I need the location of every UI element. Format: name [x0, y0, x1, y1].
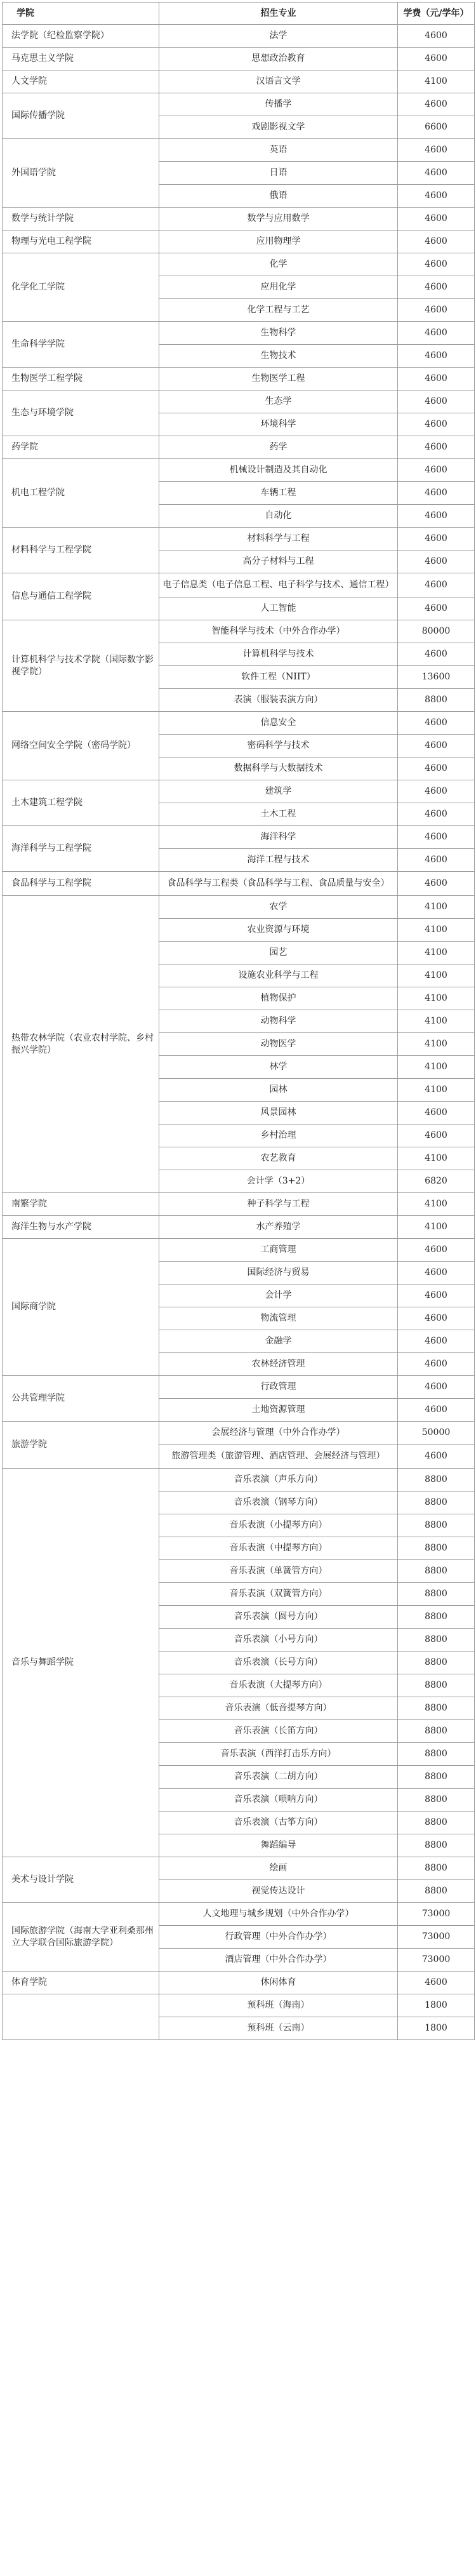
- table-row: [3, 139, 475, 162]
- major-cell: 国际经济与贸易: [159, 1262, 398, 1285]
- fee-cell: 8800: [398, 1812, 475, 1834]
- major-cell: 戏剧影视文学: [159, 116, 398, 139]
- college-cell: 热带农林学院（农业农村学院、乡村振兴学院）: [3, 896, 159, 1193]
- table-row: [3, 390, 475, 413]
- college-cell: 国际商学院: [3, 1239, 159, 1376]
- table-row: [3, 1972, 475, 1994]
- major-cell: 音乐表演（声乐方向）: [159, 1469, 398, 1492]
- college-cell: 生命科学学院: [3, 322, 159, 368]
- table-row: [3, 1376, 475, 1399]
- major-cell: 数据科学与大数据技术: [159, 757, 398, 780]
- fee-cell: 4600: [398, 322, 475, 345]
- fee-cell: 8800: [398, 1652, 475, 1674]
- major-cell: 金融学: [159, 1330, 398, 1353]
- fee-cell: 4600: [398, 780, 475, 803]
- major-cell: 行政管理: [159, 1376, 398, 1399]
- major-cell: 农艺教育: [159, 1147, 398, 1170]
- college-cell: 土木建筑工程学院: [3, 780, 159, 826]
- major-cell: 海洋工程与技术: [159, 849, 398, 872]
- major-cell: 密码科学与技术: [159, 735, 398, 757]
- major-cell: 音乐表演（钢琴方向）: [159, 1492, 398, 1514]
- fee-cell: 4600: [398, 253, 475, 276]
- major-cell: 生物医学工程: [159, 368, 398, 390]
- major-cell: 工商管理: [159, 1239, 398, 1262]
- college-cell: 材料科学与工程学院: [3, 528, 159, 573]
- header-college: 学院: [3, 3, 159, 25]
- major-cell: 音乐表演（双簧管方向）: [159, 1583, 398, 1606]
- fee-cell: 4600: [398, 1102, 475, 1124]
- fee-cell: 4600: [398, 93, 475, 116]
- major-cell: 绘画: [159, 1857, 398, 1880]
- major-cell: 生态学: [159, 390, 398, 413]
- major-cell: 汉语言文学: [159, 70, 398, 93]
- major-cell: 音乐表演（中提琴方向）: [159, 1537, 398, 1560]
- table-body: [3, 25, 475, 2040]
- fee-cell: 4600: [398, 1353, 475, 1376]
- fee-cell: 4600: [398, 390, 475, 413]
- major-cell: 食品科学与工程类（食品科学与工程、食品质量与安全）: [159, 872, 398, 896]
- table-row: [3, 1193, 475, 1216]
- major-cell: 计算机科学与技术: [159, 643, 398, 666]
- fee-cell: 13600: [398, 666, 475, 689]
- major-cell: 应用物理学: [159, 230, 398, 253]
- header-fee: 学费（元/学年）: [398, 3, 475, 25]
- fee-cell: 8800: [398, 1560, 475, 1583]
- college-cell: 网络空间安全学院（密码学院）: [3, 712, 159, 780]
- table-row: [3, 528, 475, 551]
- major-cell: 车辆工程: [159, 482, 398, 505]
- fee-cell: 4600: [398, 276, 475, 299]
- major-cell: 化学工程与工艺: [159, 299, 398, 322]
- fee-cell: 8800: [398, 1789, 475, 1812]
- fee-cell: 4600: [398, 208, 475, 230]
- college-cell: 国际旅游学院（海南大学亚利桑那州立大学联合国际旅游学院）: [3, 1903, 159, 1972]
- major-cell: 设施农业科学与工程: [159, 964, 398, 987]
- major-cell: 电子信息类（电子信息工程、电子科学与技术、通信工程）: [159, 573, 398, 597]
- fee-cell: 4600: [398, 459, 475, 482]
- table-row: [3, 1422, 475, 1445]
- table-row: [3, 322, 475, 345]
- header-major: 招生专业: [159, 3, 398, 25]
- major-cell: 土地资源管理: [159, 1399, 398, 1422]
- fee-cell: 4100: [398, 896, 475, 919]
- major-cell: 人工智能: [159, 597, 398, 620]
- college-cell: 信息与通信工程学院: [3, 573, 159, 620]
- fee-cell: 4600: [398, 1307, 475, 1330]
- fee-cell: 8800: [398, 1880, 475, 1903]
- major-cell: 高分子材料与工程: [159, 551, 398, 573]
- fee-cell: 4600: [398, 528, 475, 551]
- major-cell: 乡村治理: [159, 1124, 398, 1147]
- major-cell: 日语: [159, 162, 398, 185]
- major-cell: 种子科学与工程: [159, 1193, 398, 1216]
- major-cell: 应用化学: [159, 276, 398, 299]
- fee-cell: 4100: [398, 1147, 475, 1170]
- fee-cell: 4600: [398, 757, 475, 780]
- table-row: [3, 93, 475, 116]
- college-cell: 法学院（纪检监察学院）: [3, 25, 159, 48]
- fee-cell: 4600: [398, 551, 475, 573]
- fee-cell: 4600: [398, 872, 475, 896]
- header-row: [3, 3, 475, 25]
- major-cell: 海洋科学: [159, 826, 398, 849]
- college-cell: 公共管理学院: [3, 1376, 159, 1422]
- college-cell: [3, 1994, 159, 2040]
- major-cell: 动物医学: [159, 1033, 398, 1056]
- major-cell: 音乐表演（长号方向）: [159, 1652, 398, 1674]
- major-cell: 酒店管理（中外合作办学）: [159, 1949, 398, 1972]
- major-cell: 俄语: [159, 185, 398, 208]
- college-cell: 南繁学院: [3, 1193, 159, 1216]
- major-cell: 音乐表演（小提琴方向）: [159, 1514, 398, 1537]
- major-cell: 生物技术: [159, 345, 398, 368]
- major-cell: 旅游管理类（旅游管理、酒店管理、会展经济与管理）: [159, 1445, 398, 1469]
- major-cell: 智能科学与技术（中外合作办学）: [159, 620, 398, 643]
- major-cell: 音乐表演（圆号方向）: [159, 1606, 398, 1629]
- fee-cell: 8800: [398, 1492, 475, 1514]
- fee-cell: 4600: [398, 299, 475, 322]
- major-cell: 会计学: [159, 1285, 398, 1307]
- major-cell: 人文地理与城乡规划（中外合作办学）: [159, 1903, 398, 1926]
- fee-cell: 4600: [398, 803, 475, 826]
- tuition-table: [2, 2, 475, 2040]
- fee-cell: 8800: [398, 1537, 475, 1560]
- table-row: [3, 1903, 475, 1926]
- fee-cell: 80000: [398, 620, 475, 643]
- table-row: [3, 368, 475, 390]
- major-cell: 农学: [159, 896, 398, 919]
- college-cell: 生态与环境学院: [3, 390, 159, 436]
- table-row: [3, 1469, 475, 1492]
- fee-cell: 4600: [398, 849, 475, 872]
- table-row: [3, 780, 475, 803]
- fee-cell: 4600: [398, 735, 475, 757]
- table-row: [3, 826, 475, 849]
- fee-cell: 4600: [398, 1376, 475, 1399]
- fee-cell: 73000: [398, 1949, 475, 1972]
- fee-cell: 8800: [398, 1697, 475, 1720]
- major-cell: 生物科学: [159, 322, 398, 345]
- table-row: [3, 459, 475, 482]
- college-cell: 体育学院: [3, 1972, 159, 1994]
- table-row: [3, 872, 475, 896]
- fee-cell: 8800: [398, 1514, 475, 1537]
- table-row: [3, 70, 475, 93]
- fee-cell: 4600: [398, 139, 475, 162]
- major-cell: 法学: [159, 25, 398, 48]
- major-cell: 植物保护: [159, 987, 398, 1010]
- major-cell: 音乐表演（唢呐方向）: [159, 1789, 398, 1812]
- fee-cell: 8800: [398, 1583, 475, 1606]
- major-cell: 音乐表演（二胡方向）: [159, 1766, 398, 1789]
- fee-cell: 4100: [398, 1056, 475, 1079]
- table-row: [3, 1239, 475, 1262]
- fee-cell: 4600: [398, 1239, 475, 1262]
- fee-cell: 4100: [398, 919, 475, 942]
- fee-cell: 4600: [398, 1972, 475, 1994]
- college-cell: 外国语学院: [3, 139, 159, 208]
- fee-cell: 4600: [398, 1262, 475, 1285]
- major-cell: 音乐表演（小号方向）: [159, 1629, 398, 1652]
- fee-cell: 8800: [398, 1629, 475, 1652]
- fee-cell: 8800: [398, 689, 475, 712]
- fee-cell: 8800: [398, 1469, 475, 1492]
- fee-cell: 6600: [398, 116, 475, 139]
- college-cell: 机电工程学院: [3, 459, 159, 528]
- fee-cell: 8800: [398, 1720, 475, 1743]
- fee-cell: 4600: [398, 1330, 475, 1353]
- fee-cell: 1800: [398, 2017, 475, 2040]
- fee-cell: 8800: [398, 1674, 475, 1697]
- fee-cell: 4600: [398, 1445, 475, 1469]
- table-row: [3, 896, 475, 919]
- fee-cell: 4600: [398, 48, 475, 70]
- major-cell: 动物科学: [159, 1010, 398, 1033]
- fee-cell: 73000: [398, 1903, 475, 1926]
- major-cell: 音乐表演（低音提琴方向）: [159, 1697, 398, 1720]
- major-cell: 音乐表演（大提琴方向）: [159, 1674, 398, 1697]
- fee-cell: 4600: [398, 1285, 475, 1307]
- major-cell: 环境科学: [159, 413, 398, 436]
- major-cell: 化学: [159, 253, 398, 276]
- major-cell: 土木工程: [159, 803, 398, 826]
- college-cell: 计算机科学与技术学院（国际数字影视学院）: [3, 620, 159, 712]
- table-row: [3, 208, 475, 230]
- fee-cell: 1800: [398, 1994, 475, 2017]
- fee-cell: 6820: [398, 1170, 475, 1193]
- fee-cell: 4600: [398, 712, 475, 735]
- table-row: [3, 436, 475, 459]
- fee-cell: 4600: [398, 1399, 475, 1422]
- college-cell: 旅游学院: [3, 1422, 159, 1469]
- major-cell: 物流管理: [159, 1307, 398, 1330]
- major-cell: 思想政治教育: [159, 48, 398, 70]
- table-row: [3, 25, 475, 48]
- major-cell: 林学: [159, 1056, 398, 1079]
- fee-cell: 4100: [398, 964, 475, 987]
- major-cell: 软件工程（NIIT）: [159, 666, 398, 689]
- fee-cell: 4600: [398, 597, 475, 620]
- college-cell: 药学院: [3, 436, 159, 459]
- fee-cell: 4600: [398, 413, 475, 436]
- major-cell: 材料科学与工程: [159, 528, 398, 551]
- college-cell: 物理与光电工程学院: [3, 230, 159, 253]
- fee-cell: 4600: [398, 482, 475, 505]
- college-cell: 数学与统计学院: [3, 208, 159, 230]
- fee-cell: 4600: [398, 162, 475, 185]
- table-row: [3, 253, 475, 276]
- major-cell: 风景园林: [159, 1102, 398, 1124]
- college-cell: 海洋科学与工程学院: [3, 826, 159, 872]
- college-cell: 音乐与舞蹈学院: [3, 1469, 159, 1857]
- major-cell: 自动化: [159, 505, 398, 528]
- fee-cell: 4100: [398, 1010, 475, 1033]
- major-cell: 预科班（海南）: [159, 1994, 398, 2017]
- fee-cell: 4600: [398, 505, 475, 528]
- fee-cell: 4600: [398, 368, 475, 390]
- fee-cell: 4600: [398, 826, 475, 849]
- major-cell: 水产养殖学: [159, 1216, 398, 1239]
- college-cell: 海洋生物与水产学院: [3, 1216, 159, 1239]
- fee-cell: 4100: [398, 1193, 475, 1216]
- major-cell: 建筑学: [159, 780, 398, 803]
- table-row: [3, 1857, 475, 1880]
- fee-cell: 4600: [398, 345, 475, 368]
- fee-cell: 4100: [398, 987, 475, 1010]
- fee-cell: 4600: [398, 25, 475, 48]
- college-cell: 美术与设计学院: [3, 1857, 159, 1903]
- major-cell: 传播学: [159, 93, 398, 116]
- table-row: [3, 1994, 475, 2017]
- major-cell: 音乐表演（古筝方向）: [159, 1812, 398, 1834]
- major-cell: 休闲体育: [159, 1972, 398, 1994]
- major-cell: 音乐表演（长笛方向）: [159, 1720, 398, 1743]
- fee-cell: 4100: [398, 1216, 475, 1239]
- major-cell: 表演（服装表演方向）: [159, 689, 398, 712]
- table-row: [3, 48, 475, 70]
- major-cell: 园艺: [159, 942, 398, 964]
- major-cell: 数学与应用数学: [159, 208, 398, 230]
- fee-cell: 8800: [398, 1857, 475, 1880]
- major-cell: 行政管理（中外合作办学）: [159, 1926, 398, 1949]
- fee-cell: 4600: [398, 230, 475, 253]
- table-row: [3, 620, 475, 643]
- college-cell: 人文学院: [3, 70, 159, 93]
- table-row: [3, 573, 475, 597]
- major-cell: 音乐表演（西洋打击乐方向）: [159, 1743, 398, 1766]
- college-cell: 国际传播学院: [3, 93, 159, 139]
- major-cell: 信息安全: [159, 712, 398, 735]
- fee-cell: 4600: [398, 573, 475, 597]
- college-cell: 化学化工学院: [3, 253, 159, 322]
- major-cell: 舞蹈编导: [159, 1834, 398, 1857]
- college-cell: 生物医学工程学院: [3, 368, 159, 390]
- major-cell: 会计学（3+2）: [159, 1170, 398, 1193]
- major-cell: 农林经济管理: [159, 1353, 398, 1376]
- fee-cell: 4100: [398, 942, 475, 964]
- fee-cell: 4100: [398, 70, 475, 93]
- major-cell: 会展经济与管理（中外合作办学）: [159, 1422, 398, 1445]
- major-cell: 机械设计制造及其自动化: [159, 459, 398, 482]
- college-cell: 食品科学与工程学院: [3, 872, 159, 896]
- major-cell: 英语: [159, 139, 398, 162]
- fee-cell: 50000: [398, 1422, 475, 1445]
- fee-cell: 8800: [398, 1606, 475, 1629]
- major-cell: 药学: [159, 436, 398, 459]
- fee-cell: 4600: [398, 643, 475, 666]
- fee-cell: 8800: [398, 1766, 475, 1789]
- fee-cell: 73000: [398, 1926, 475, 1949]
- major-cell: 农业资源与环境: [159, 919, 398, 942]
- table-row: [3, 1216, 475, 1239]
- fee-cell: 8800: [398, 1834, 475, 1857]
- fee-cell: 8800: [398, 1743, 475, 1766]
- major-cell: 园林: [159, 1079, 398, 1102]
- table-row: [3, 712, 475, 735]
- fee-cell: 4600: [398, 185, 475, 208]
- major-cell: 预科班（云南）: [159, 2017, 398, 2040]
- major-cell: 音乐表演（单簧管方向）: [159, 1560, 398, 1583]
- fee-cell: 4600: [398, 1124, 475, 1147]
- fee-cell: 4600: [398, 436, 475, 459]
- college-cell: 马克思主义学院: [3, 48, 159, 70]
- table-row: [3, 230, 475, 253]
- fee-cell: 4100: [398, 1079, 475, 1102]
- fee-cell: 4100: [398, 1033, 475, 1056]
- major-cell: 视觉传达设计: [159, 1880, 398, 1903]
